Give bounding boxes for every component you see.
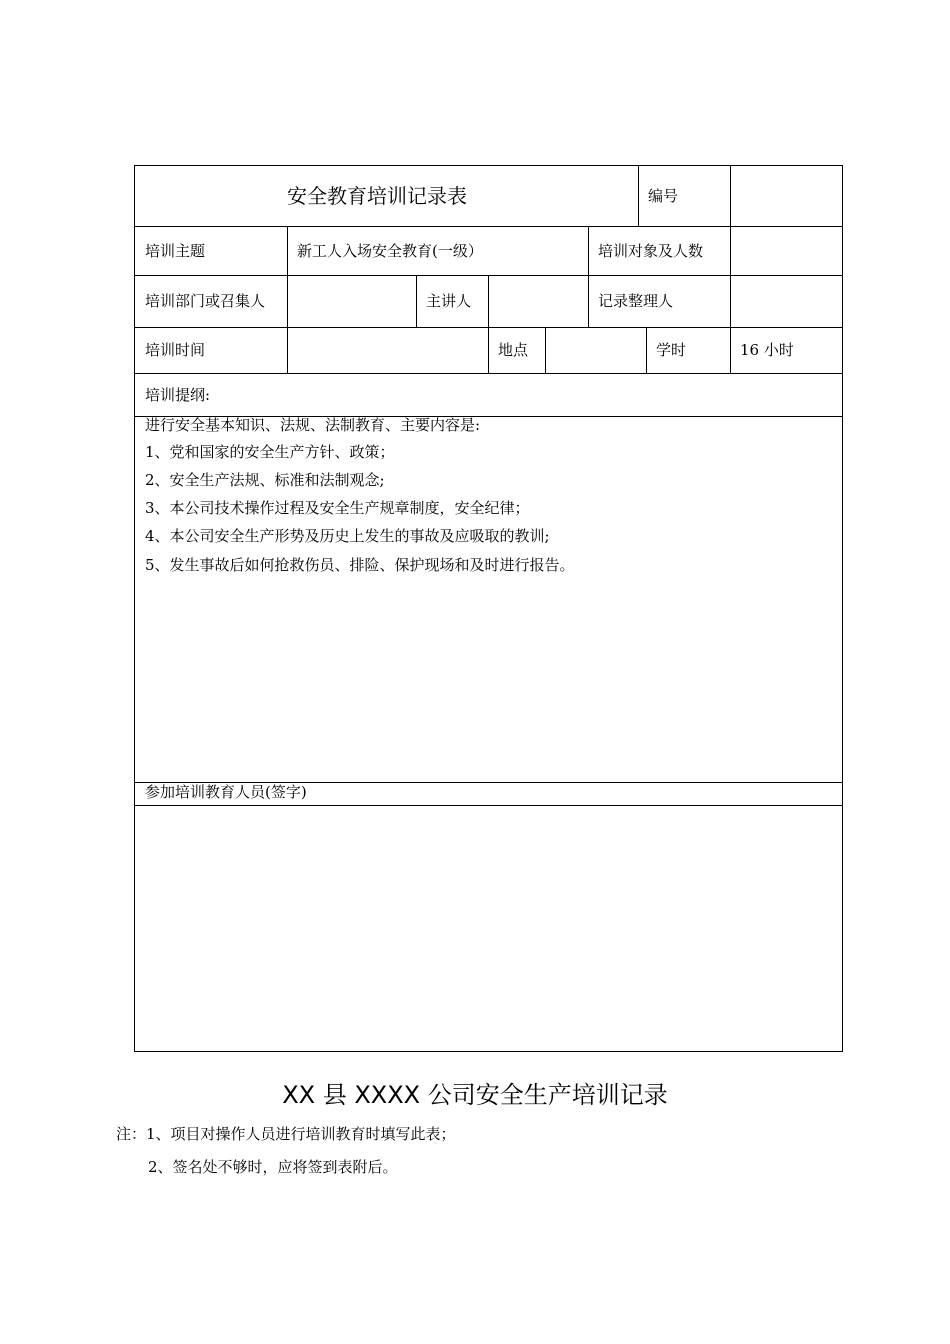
col-divider: [287, 275, 288, 327]
time-label: 培训时间: [145, 341, 206, 359]
col-divider: [730, 226, 731, 275]
lecturer-label: 主讲人: [426, 292, 472, 310]
col-divider: [488, 327, 489, 373]
outline-label: 培训提纲:: [145, 386, 211, 404]
col-divider: [730, 165, 731, 226]
hours-value[interactable]: 16 小时: [740, 341, 794, 359]
col-divider: [488, 275, 489, 327]
department-label: 培训部门或召集人: [145, 292, 266, 310]
col-divider: [588, 226, 589, 275]
row-divider: [134, 373, 843, 374]
audience-label: 培训对象及人数: [598, 242, 704, 260]
signature-area[interactable]: [135, 806, 842, 1051]
topic-label: 培训主题: [145, 242, 206, 260]
outline-line: 1、党和国家的安全生产方针、政策；: [145, 443, 395, 461]
outline-line: 进行安全基本知识、法规、法制教育、主要内容是:: [145, 416, 481, 434]
number-label: 编号: [648, 187, 679, 205]
col-divider: [287, 327, 288, 373]
table-border-right: [842, 165, 843, 1052]
col-divider: [287, 226, 288, 275]
note-1: 注：1、项目对操作人员进行培训教育时填写此表；: [116, 1125, 456, 1143]
note-2: 2、签名处不够时，应将签到表附后。: [148, 1158, 398, 1176]
document-title: XX 县 XXXX 公司安全生产培训记录: [282, 1081, 668, 1109]
col-divider: [646, 327, 647, 373]
hours-label: 学时: [656, 341, 687, 359]
location-label: 地点: [498, 341, 529, 359]
table-border-bottom: [134, 1051, 843, 1052]
row-divider: [134, 226, 843, 227]
table-border-top: [134, 165, 843, 166]
recorder-label: 记录整理人: [598, 292, 674, 310]
form-title: 安全教育培训记录表: [287, 184, 467, 208]
col-divider: [545, 327, 546, 373]
outline-line: 3、本公司技术操作过程及安全生产规章制度，安全纪律；: [145, 499, 530, 517]
col-divider: [416, 275, 417, 327]
signature-label: 参加培训教育人员(签字): [145, 783, 307, 801]
col-divider: [638, 165, 639, 226]
outline-line: 4、本公司安全生产形势及历史上发生的事故及应吸取的教训;: [145, 527, 550, 545]
col-divider: [730, 327, 731, 373]
col-divider: [588, 275, 589, 327]
outline-line: 5、发生事故后如何抢救伤员、排险、保护现场和及时进行报告。: [145, 556, 575, 574]
topic-value[interactable]: 新工人入场安全教育(一级）: [297, 242, 483, 260]
col-divider: [730, 275, 731, 327]
outline-line: 2、安全生产法规、标准和法制观念;: [145, 471, 385, 489]
